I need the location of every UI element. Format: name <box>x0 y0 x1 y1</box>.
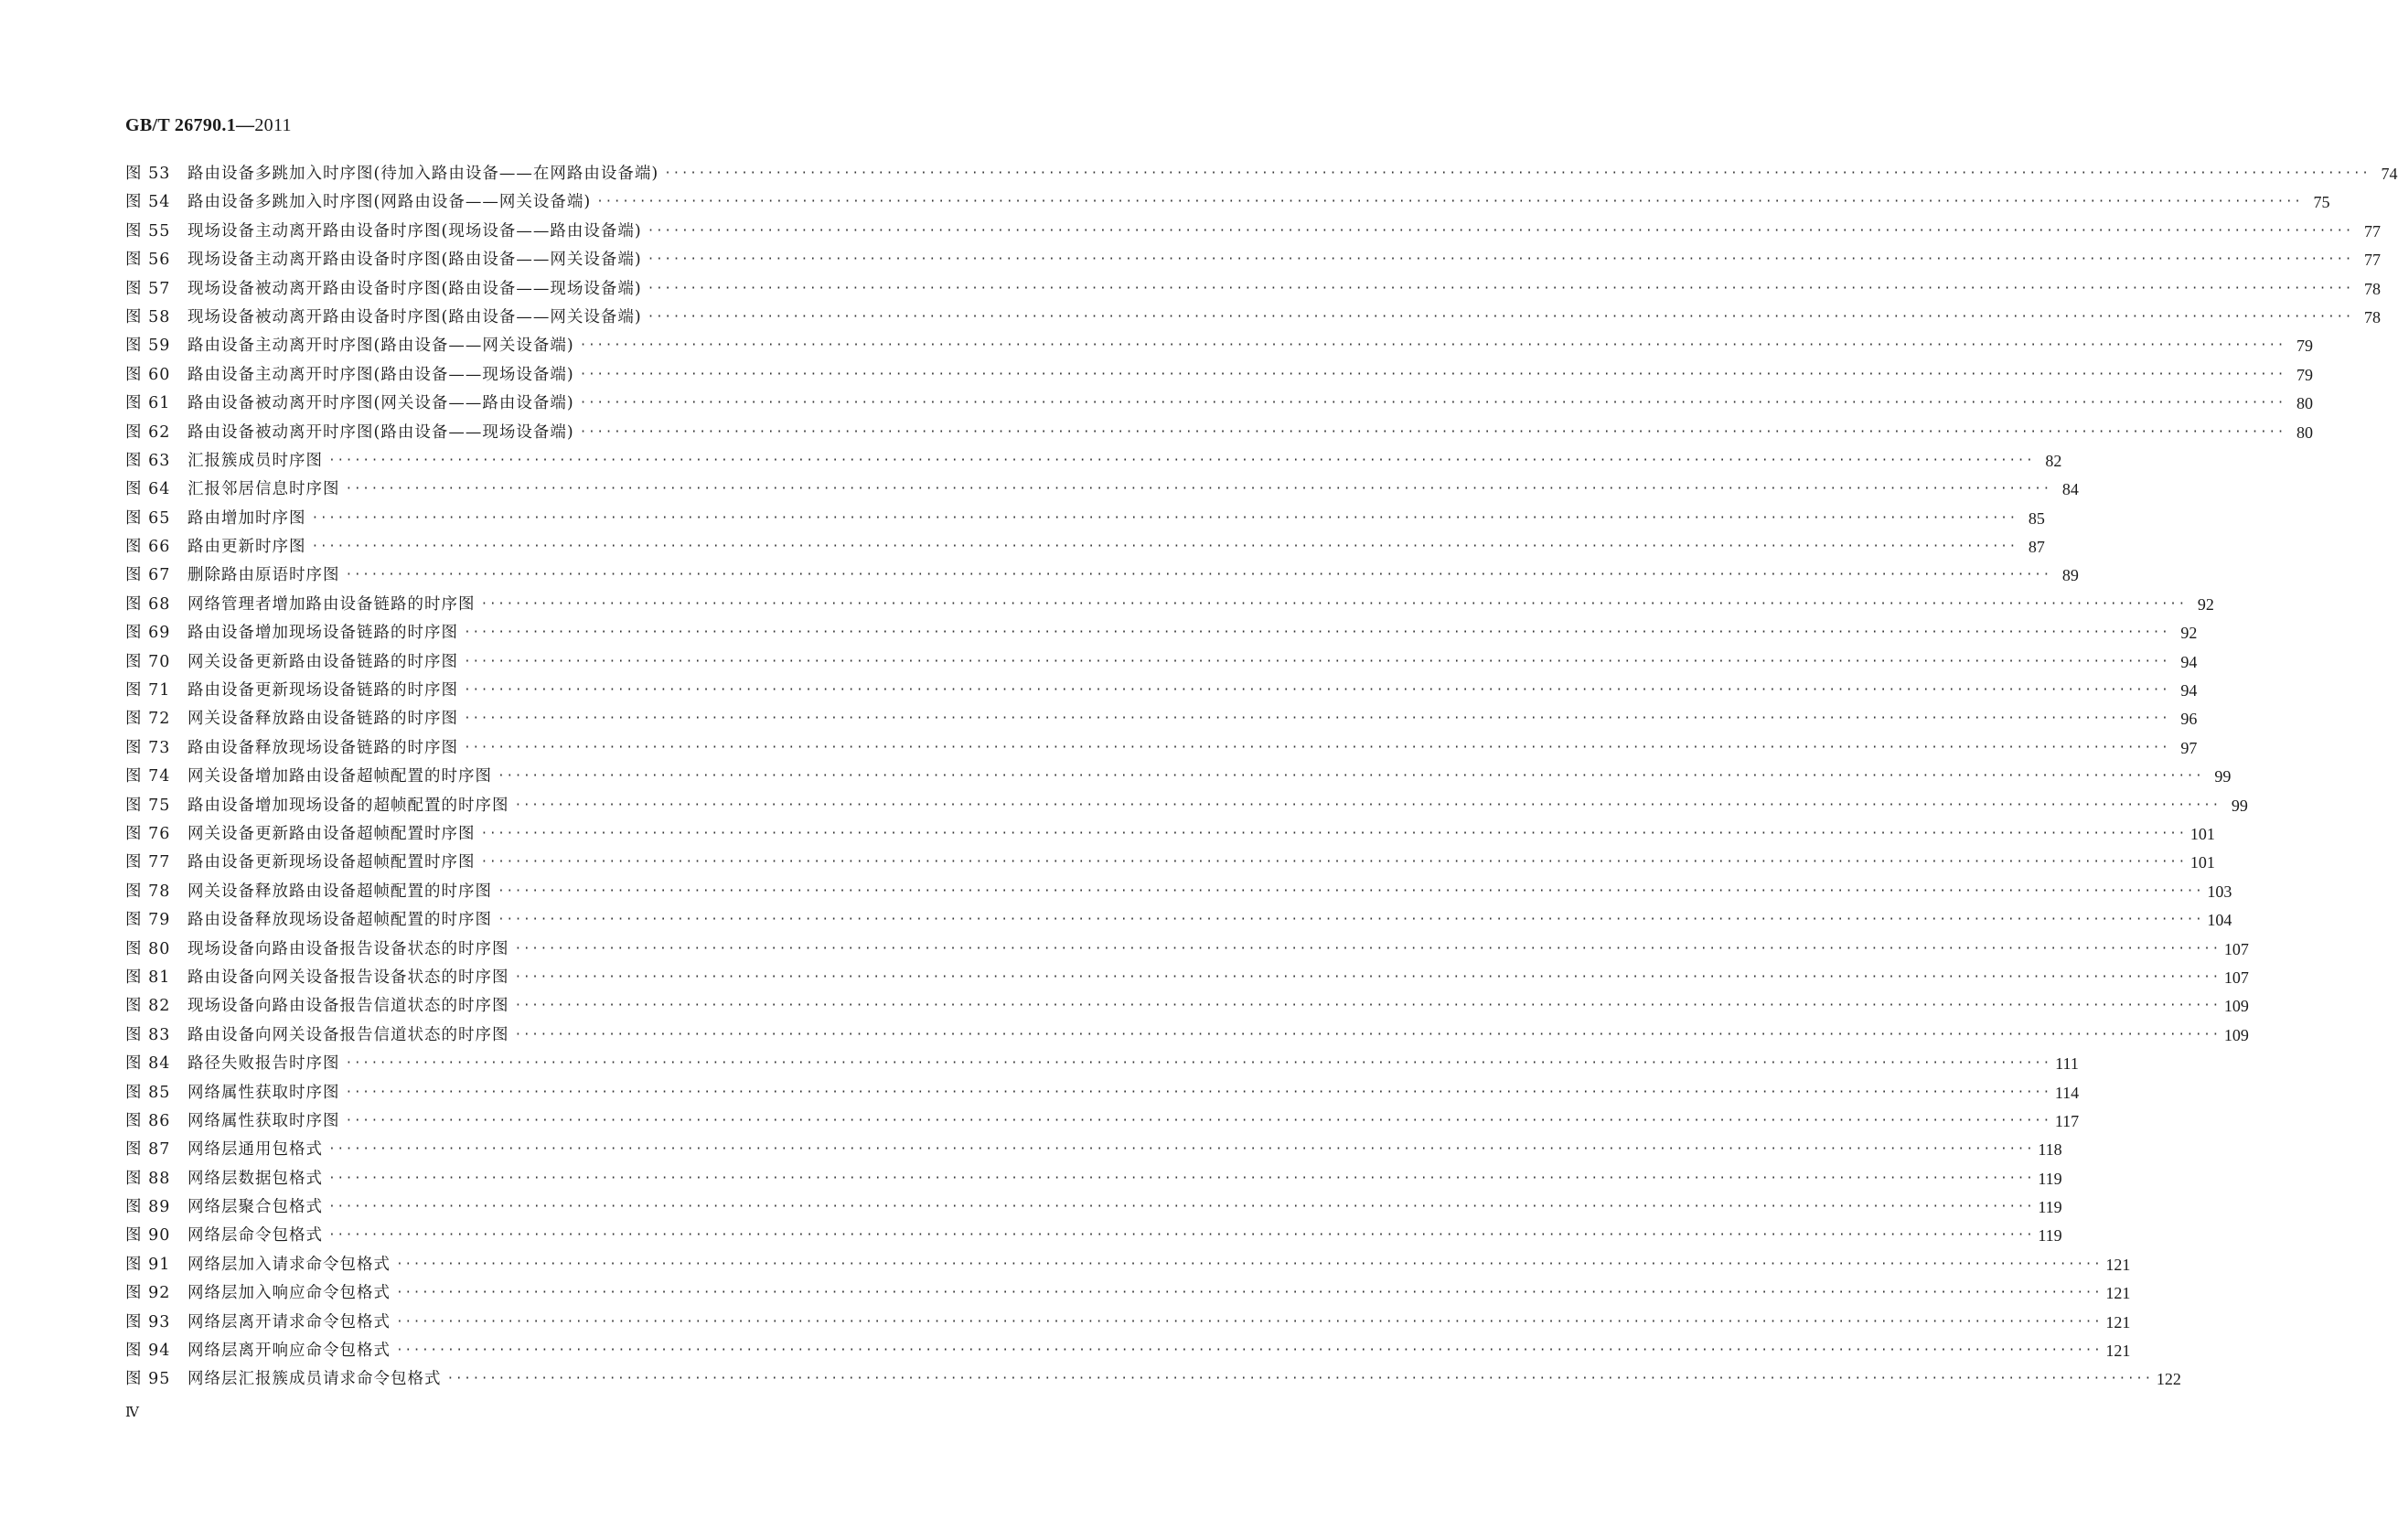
toc-entry[interactable] <box>125 336 2313 364</box>
figure-title: 网关设备释放路由设备超帧配置的时序图 <box>187 882 492 901</box>
figure-number: 图 69 <box>125 624 171 643</box>
figure-number: 图 72 <box>125 710 171 729</box>
toc-entry[interactable] <box>125 652 2198 680</box>
page-ref: 109 <box>2223 997 2249 1016</box>
figure-number: 图 59 <box>125 337 171 356</box>
toc-entry[interactable] <box>125 738 2198 766</box>
figure-number: 图 78 <box>125 882 171 901</box>
toc-entry[interactable] <box>125 164 2398 192</box>
figure-title: 现场设备向路由设备报告设备状态的时序图 <box>187 939 509 958</box>
page-ref: 109 <box>2223 1025 2249 1044</box>
dot-leader: ········································································································································································································ <box>328 453 2035 467</box>
dot-leader: ········································································································································································································ <box>514 969 2221 984</box>
figure-title: 删除路由原语时序图 <box>187 566 340 585</box>
dot-leader: ········································································································································································································ <box>328 1171 2035 1185</box>
toc-entry[interactable] <box>125 968 2249 996</box>
dot-leader: ········································································································································································································ <box>328 1200 2035 1214</box>
dot-leader: ········································································································································································································ <box>579 367 2286 381</box>
toc-entry[interactable] <box>125 221 2381 250</box>
figure-number: 图 76 <box>125 824 171 843</box>
page-ref: 79 <box>2296 365 2313 384</box>
dot-leader: ········································································································································································································ <box>514 797 2221 812</box>
figure-number: 图 94 <box>125 1342 171 1361</box>
figure-title: 网络管理者增加路由设备链路的时序图 <box>187 594 476 614</box>
toc-entry[interactable] <box>125 393 2313 422</box>
dot-leader: ········································································································································································································ <box>464 626 2170 640</box>
figure-number: 图 74 <box>125 767 171 786</box>
toc-entry[interactable] <box>125 307 2381 336</box>
dot-leader: ········································································································································································································ <box>514 1027 2221 1042</box>
page-ref: 92 <box>2197 594 2214 614</box>
figure-number: 图 86 <box>125 1111 171 1130</box>
toc-entry[interactable] <box>125 451 2062 479</box>
page-ref: 101 <box>2189 824 2215 843</box>
dot-leader: ········································································································································································································ <box>596 195 2303 209</box>
dot-leader: ········································································································································································································ <box>480 596 2187 611</box>
figure-number: 图 62 <box>125 422 171 442</box>
figure-title: 路由设备向网关设备报告信道状态的时序图 <box>187 1025 509 1044</box>
standard-year: 2011 <box>254 115 292 135</box>
toc-entry[interactable] <box>125 1225 2062 1254</box>
figure-number: 图 58 <box>125 307 171 326</box>
page-ref: 92 <box>2180 624 2198 643</box>
page-ref: 121 <box>2105 1255 2131 1274</box>
figure-number: 图 53 <box>125 165 171 183</box>
figure-number: 图 95 <box>125 1370 171 1389</box>
page-ref: 79 <box>2296 337 2313 356</box>
toc-entry[interactable] <box>125 1169 2062 1197</box>
figure-title: 网络层聚合包格式 <box>187 1198 323 1217</box>
standard-number: GB/T 26790.1 <box>125 115 237 135</box>
dot-leader: ········································································································································································································ <box>311 540 2018 554</box>
toc-entry[interactable] <box>125 565 2079 594</box>
figure-number: 图 64 <box>125 480 171 499</box>
figure-number: 图 71 <box>125 681 171 700</box>
figure-number: 图 60 <box>125 365 171 384</box>
figure-list <box>125 164 2398 1398</box>
page-ref: 94 <box>2180 681 2198 700</box>
toc-entry[interactable] <box>125 1025 2249 1053</box>
figure-title: 网关设备更新路由设备链路的时序图 <box>187 652 458 671</box>
dot-leader: ········································································································································································································ <box>647 281 2353 295</box>
figure-title: 网络层命令包格式 <box>187 1226 323 1246</box>
toc-entry[interactable] <box>125 1283 2131 1311</box>
figure-title: 现场设备向路由设备报告信道状态的时序图 <box>187 997 509 1016</box>
toc-entry[interactable] <box>125 1312 2131 1341</box>
figure-number: 图 81 <box>125 968 171 987</box>
toc-entry[interactable] <box>125 1341 2131 1369</box>
figure-title: 路由增加时序图 <box>187 508 306 528</box>
figure-number: 图 75 <box>125 796 171 815</box>
figure-number: 图 90 <box>125 1226 171 1246</box>
page-ref: 94 <box>2180 652 2198 671</box>
page-ref: 107 <box>2223 939 2249 958</box>
figure-title: 网络层离开请求命令包格式 <box>187 1312 391 1331</box>
page-ref: 84 <box>2061 480 2079 499</box>
page-ref: 82 <box>2045 451 2062 470</box>
toc-entry[interactable] <box>125 279 2381 307</box>
dot-leader: ········································································································································································································ <box>498 913 2204 927</box>
figure-title: 网络层通用包格式 <box>187 1140 323 1160</box>
figure-number: 图 84 <box>125 1054 171 1074</box>
page-ref: 78 <box>2364 279 2381 298</box>
figure-title: 路由设备主动离开时序图(路由设备——现场设备端) <box>187 365 574 384</box>
page-ref: 80 <box>2296 394 2313 413</box>
page-ref: 89 <box>2061 566 2079 585</box>
page-ref: 101 <box>2189 853 2215 872</box>
figure-title: 网络层加入请求命令包格式 <box>187 1255 391 1274</box>
figure-number: 图 70 <box>125 652 171 671</box>
figure-title: 路由设备更新现场设备超帧配置时序图 <box>187 853 476 872</box>
figure-title: 网络层离开响应命令包格式 <box>187 1342 391 1361</box>
figure-title: 网络属性获取时序图 <box>187 1111 340 1130</box>
page-ref: 119 <box>2038 1226 2062 1246</box>
page-number: Ⅳ <box>125 1406 139 1420</box>
dot-leader: ········································································································································································································ <box>464 740 2170 754</box>
toc-entry[interactable] <box>125 192 2330 220</box>
figure-title: 路由设备被动离开时序图(路由设备——现场设备端) <box>187 422 574 442</box>
page-ref: 74 <box>2381 165 2398 183</box>
page-ref: 111 <box>2055 1054 2079 1074</box>
figure-title: 路由设备更新现场设备链路的时序图 <box>187 681 458 700</box>
figure-title: 路由设备增加现场设备链路的时序图 <box>187 624 458 643</box>
figure-number: 图 82 <box>125 997 171 1016</box>
page-ref: 122 <box>2156 1370 2181 1389</box>
toc-entry[interactable] <box>125 910 2232 938</box>
toc-entry[interactable] <box>125 766 2232 795</box>
figure-title: 现场设备被动离开路由设备时序图(路由设备——现场设备端) <box>187 279 642 298</box>
figure-title: 现场设备主动离开路由设备时序图(路由设备——网关设备端) <box>187 251 642 270</box>
toc-entry[interactable] <box>125 709 2198 737</box>
dot-leader: ········································································································································································································ <box>396 1343 2103 1358</box>
toc-entry[interactable] <box>125 824 2215 852</box>
figure-title: 路由设备多跳加入时序图(待加入路由设备——在网路由设备端) <box>187 165 659 183</box>
toc-entry[interactable] <box>125 508 2045 537</box>
figure-number: 图 61 <box>125 394 171 413</box>
standard-code <box>125 115 292 136</box>
dot-leader: ········································································································································································································ <box>498 769 2204 784</box>
toc-entry[interactable] <box>125 1053 2079 1082</box>
page-ref: 119 <box>2038 1198 2062 1217</box>
page-ref: 103 <box>2207 882 2232 901</box>
toc-entry[interactable] <box>125 882 2232 910</box>
page-ref: 80 <box>2296 422 2313 442</box>
dot-leader: ········································································································································································································ <box>647 252 2353 267</box>
figure-number: 图 89 <box>125 1198 171 1217</box>
page-ref: 77 <box>2364 251 2381 270</box>
page-ref: 117 <box>2054 1111 2080 1130</box>
dot-leader: ········································································································································································································ <box>579 396 2286 411</box>
figure-number: 图 83 <box>125 1025 171 1044</box>
dot-leader: ········································································································································································································ <box>464 711 2170 726</box>
page-ref: 77 <box>2364 221 2381 241</box>
dot-leader: ········································································································································································································ <box>345 1113 2051 1128</box>
dot-leader: ········································································································································································································ <box>345 482 2051 497</box>
figure-title: 网络层汇报簇成员请求命令包格式 <box>187 1370 442 1389</box>
figure-number: 图 54 <box>125 193 171 212</box>
page-ref: 114 <box>2054 1083 2080 1102</box>
toc-entry[interactable] <box>125 939 2249 968</box>
toc-entry[interactable] <box>125 594 2214 623</box>
figure-number: 图 63 <box>125 451 171 470</box>
toc-entry[interactable] <box>125 996 2249 1024</box>
dot-leader: ········································································································································································································ <box>311 510 2018 525</box>
figure-number: 图 77 <box>125 853 171 872</box>
figure-title: 路由设备被动离开时序图(网关设备——路由设备端) <box>187 394 574 413</box>
figure-number: 图 91 <box>125 1255 171 1274</box>
dot-leader: ········································································································································································································ <box>579 338 2286 353</box>
toc-entry[interactable] <box>125 1197 2062 1225</box>
page-ref: 121 <box>2105 1342 2131 1361</box>
dot-leader: ········································································································································································································ <box>396 1314 2103 1329</box>
dot-leader: ········································································································································································································ <box>480 826 2187 840</box>
dot-leader: ········································································································································································································ <box>647 223 2353 238</box>
figure-title: 路由设备释放现场设备链路的时序图 <box>187 738 458 757</box>
toc-entry[interactable] <box>125 365 2313 393</box>
figure-title: 路由设备主动离开时序图(路由设备——网关设备端) <box>187 337 574 356</box>
page-ref: 99 <box>2231 796 2248 815</box>
figure-number: 图 66 <box>125 538 171 557</box>
toc-entry[interactable] <box>125 537 2045 565</box>
figure-title: 路由设备向网关设备报告设备状态的时序图 <box>187 968 509 987</box>
toc-entry[interactable] <box>125 852 2215 881</box>
figure-number: 图 65 <box>125 508 171 528</box>
page-ref: 78 <box>2364 307 2381 326</box>
figure-number: 图 93 <box>125 1312 171 1331</box>
dot-leader: ········································································································································································································ <box>579 424 2286 439</box>
page-ref: 85 <box>2028 508 2045 528</box>
page-ref: 97 <box>2180 738 2198 757</box>
figure-number: 图 56 <box>125 251 171 270</box>
dot-leader: ········································································································································································································ <box>328 1228 2035 1243</box>
page-ref: 121 <box>2105 1312 2131 1331</box>
page-ref: 75 <box>2313 193 2330 212</box>
page-ref: 96 <box>2180 710 2198 729</box>
figure-number: 图 67 <box>125 566 171 585</box>
dot-leader: ········································································································································································································ <box>514 999 2221 1013</box>
figure-title: 路径失败报告时序图 <box>187 1054 340 1074</box>
toc-entry[interactable] <box>125 422 2313 451</box>
page-ref: 118 <box>2038 1140 2062 1160</box>
page-ref: 99 <box>2214 767 2232 786</box>
dot-leader: ········································································································································································································ <box>396 1257 2103 1271</box>
figure-title: 路由设备多跳加入时序图(网路由设备——网关设备端) <box>187 193 592 212</box>
dot-leader: ········································································································································································································ <box>446 1372 2153 1386</box>
figure-number: 图 79 <box>125 911 171 930</box>
figure-title: 路由设备释放现场设备超帧配置的时序图 <box>187 911 492 930</box>
toc-entry[interactable] <box>125 250 2381 278</box>
toc-entry[interactable] <box>125 680 2198 709</box>
figure-number: 图 88 <box>125 1169 171 1188</box>
dot-leader: ········································································································································································································ <box>464 654 2170 668</box>
page-ref: 87 <box>2028 538 2045 557</box>
page-ref: 121 <box>2105 1284 2131 1303</box>
page-ref: 119 <box>2038 1169 2062 1188</box>
figure-title: 路由更新时序图 <box>187 538 306 557</box>
dot-leader: ········································································································································································································ <box>514 941 2221 956</box>
figure-title: 网关设备释放路由设备链路的时序图 <box>187 710 458 729</box>
figure-title: 网关设备增加路由设备超帧配置的时序图 <box>187 767 492 786</box>
toc-entry[interactable] <box>125 1111 2080 1139</box>
toc-entry[interactable] <box>125 1083 2080 1111</box>
figure-number: 图 87 <box>125 1140 171 1160</box>
standard-dash: — <box>236 115 255 135</box>
dot-leader: ········································································································································································································ <box>647 309 2353 324</box>
figure-number: 图 73 <box>125 738 171 757</box>
toc-entry[interactable] <box>125 1139 2062 1168</box>
figure-number: 图 57 <box>125 279 171 298</box>
toc-entry[interactable] <box>125 1255 2131 1283</box>
page-ref: 104 <box>2207 911 2232 930</box>
toc-entry[interactable] <box>125 623 2198 651</box>
dot-leader: ········································································································································································································ <box>664 166 2371 180</box>
figure-number: 图 55 <box>125 221 171 241</box>
figure-title: 网络层加入响应命令包格式 <box>187 1284 391 1303</box>
figure-number: 图 92 <box>125 1284 171 1303</box>
figure-number: 图 85 <box>125 1083 171 1102</box>
page-ref: 107 <box>2223 968 2249 987</box>
dot-leader: ········································································································································································································ <box>328 1142 2035 1157</box>
toc-entry[interactable] <box>125 796 2248 824</box>
dot-leader: ········································································································································································································ <box>345 568 2051 583</box>
dot-leader: ········································································································································································································ <box>464 683 2170 698</box>
dot-leader: ········································································································································································································ <box>498 883 2204 898</box>
figure-number: 图 80 <box>125 939 171 958</box>
figure-number: 图 68 <box>125 594 171 614</box>
dot-leader: ········································································································································································································ <box>396 1286 2103 1300</box>
figure-title: 网络属性获取时序图 <box>187 1083 340 1102</box>
figure-title: 现场设备主动离开路由设备时序图(现场设备——路由设备端) <box>187 221 642 241</box>
figure-title: 网关设备更新路由设备超帧配置时序图 <box>187 824 476 843</box>
figure-title: 路由设备增加现场设备的超帧配置的时序图 <box>187 796 509 815</box>
figure-title: 网络层数据包格式 <box>187 1169 323 1188</box>
toc-entry[interactable] <box>125 479 2079 508</box>
figure-title: 现场设备被动离开路由设备时序图(路由设备——网关设备端) <box>187 307 642 326</box>
figure-title: 汇报簇成员时序图 <box>187 451 323 470</box>
toc-entry[interactable] <box>125 1369 2181 1397</box>
dot-leader: ········································································································································································································ <box>480 855 2187 870</box>
dot-leader: ········································································································································································································ <box>345 1056 2051 1071</box>
figure-title: 汇报邻居信息时序图 <box>187 480 340 499</box>
dot-leader: ········································································································································································································ <box>345 1085 2051 1099</box>
